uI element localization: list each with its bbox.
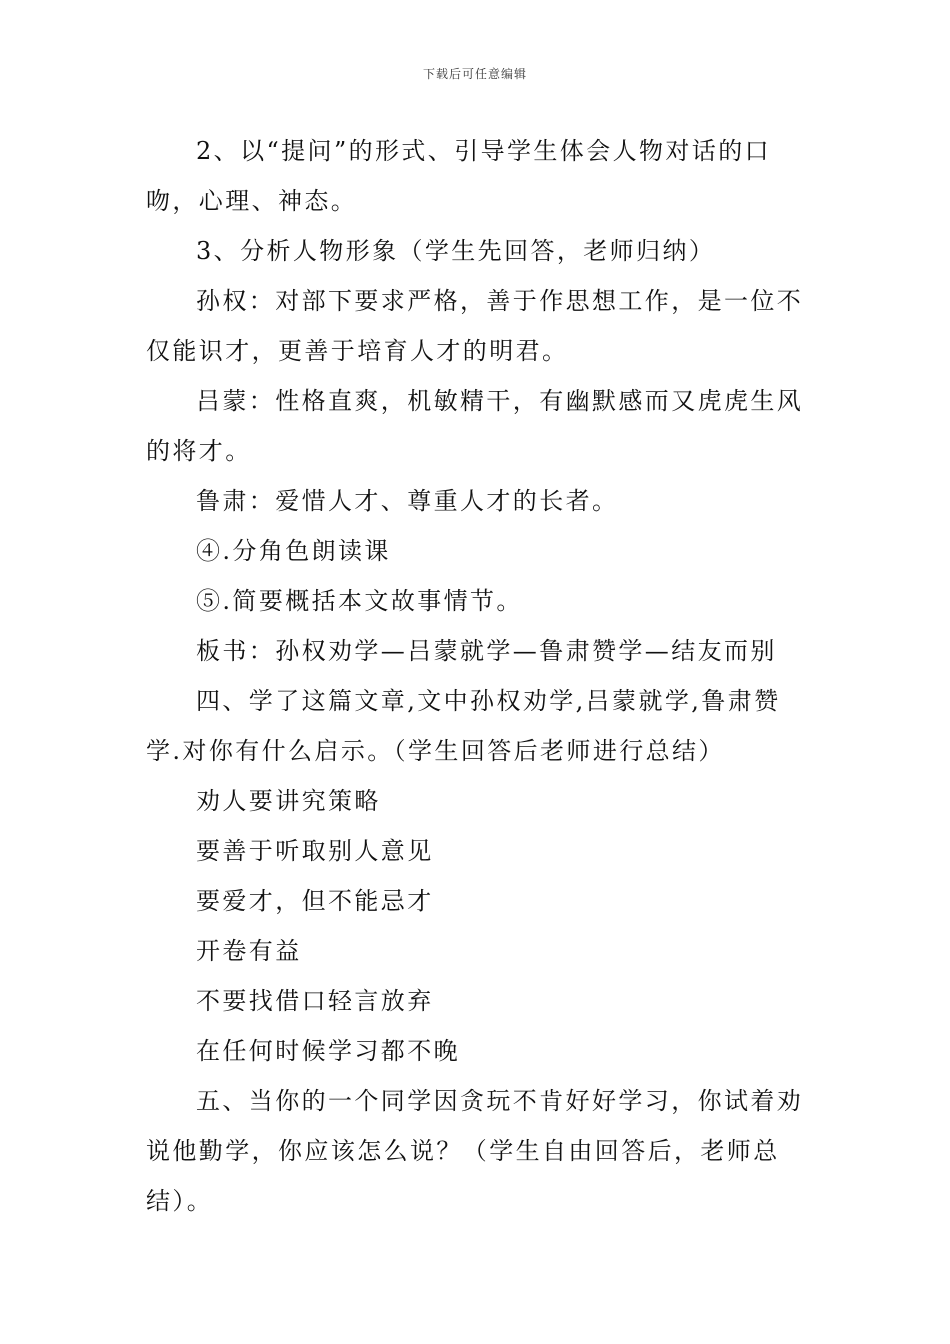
list-item-reading: 开卷有益	[196, 937, 302, 965]
paragraph-blackboard: 板书：孙权劝学—吕蒙就学—鲁肃赞学—结友而别	[196, 637, 777, 665]
list-item-listen: 要善于听取别人意见	[196, 837, 434, 865]
document-body	[146, 126, 814, 1226]
list-item-value-talent: 要爱才，但不能忌才	[196, 887, 434, 915]
paragraph-lu-su: 鲁肃：爱惜人才、尊重人才的长者。	[196, 487, 619, 515]
list-item-strategy: 劝人要讲究策略	[196, 787, 381, 815]
paragraph-sun-quan: 孙权：对部下要求严格，善于作思想工作，是一位不仅能识才，更善于培育人才的明君。	[146, 287, 804, 365]
paragraph-2-dialogue: 2、以“提问”的形式、引导学生体会人物对话的口吻，心理、神态。	[146, 137, 772, 215]
list-item-never-late: 在任何时候学习都不晚	[196, 1037, 460, 1065]
paragraph-3-character-analysis: 3、分析人物形象（学生先回答，老师归纳）	[196, 237, 716, 265]
paragraph-4-inspiration: 四、学了这篇文章,文中孙权劝学,吕蒙就学,鲁肃赞学.对你有什么启示。（学生回答后老师进行总结）	[146, 687, 781, 765]
paragraph-lv-meng: 吕蒙：性格直爽，机敏精干，有幽默感而又虎虎生风的将才。	[146, 387, 804, 465]
paragraph-plot-summary: ⑤.简要概括本文故事情节。	[196, 587, 523, 615]
list-item-no-excuses: 不要找借口轻言放弃	[196, 987, 434, 1015]
page-header: 下载后可任意编辑	[422, 67, 527, 81]
paragraph-5-persuade: 五、当你的一个同学因贪玩不肯好好学习，你试着劝说他勤学，你应该怎么说？（学生自由回答后，老师总结）。	[146, 1087, 804, 1215]
paragraph-role-reading: ④.分角色朗读课	[196, 537, 391, 565]
